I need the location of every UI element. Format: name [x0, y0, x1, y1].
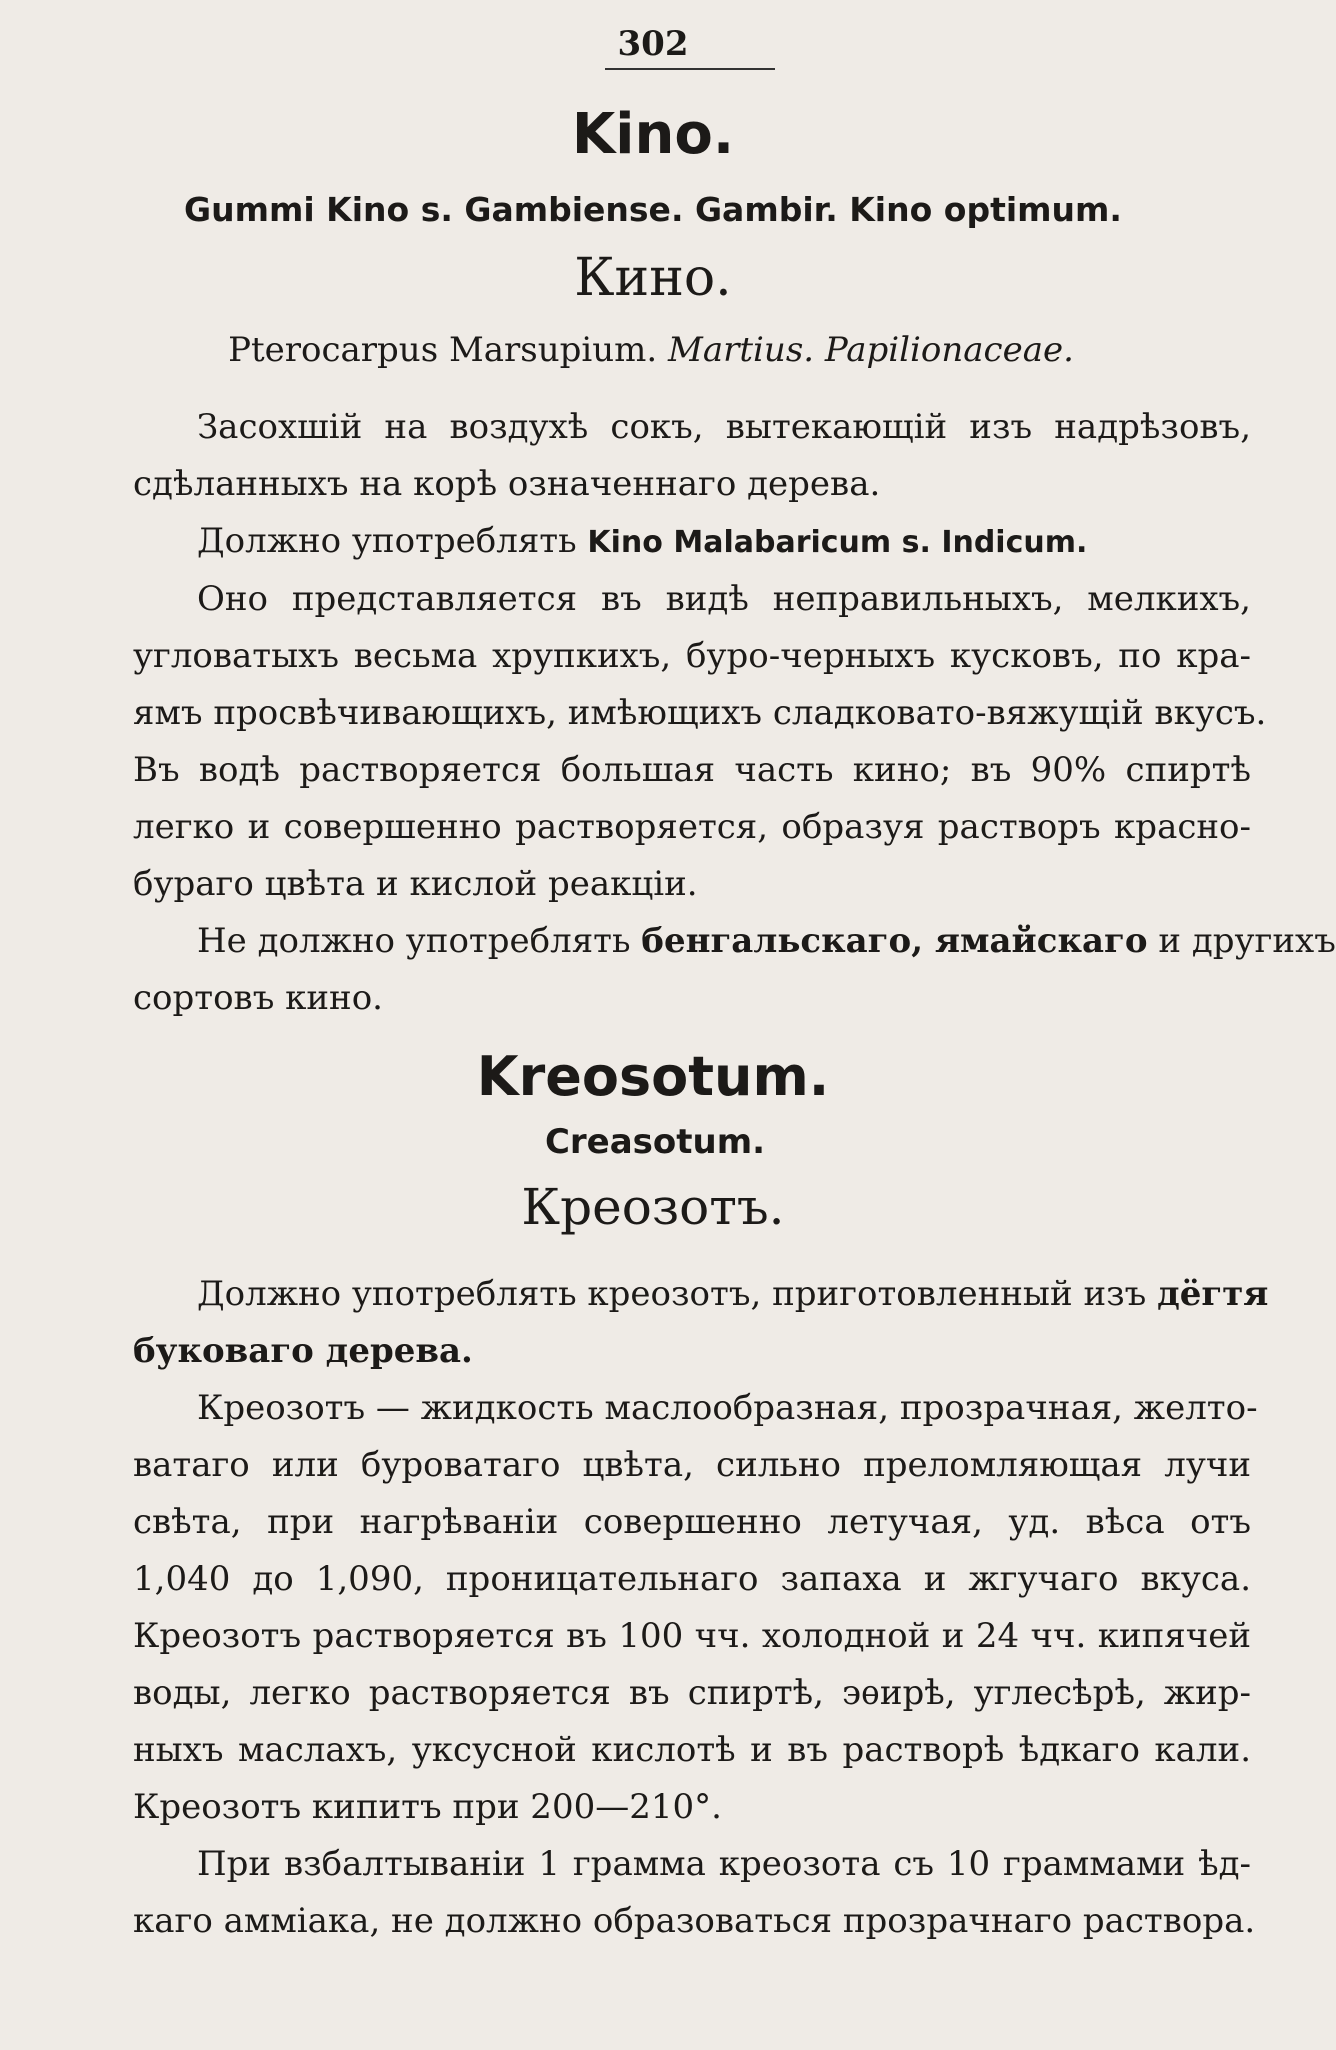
kreo-para2-line: Креозотъ — жидкость маслообразная, прозрачная, желто-: [197, 1388, 1258, 1428]
kreosotum-body-2: [133, 1380, 1258, 1836]
kino-para4: Не должно употреблять бенгальскаго, ямайскаго и другихъ: [197, 921, 1336, 961]
kino-body: [133, 399, 1336, 1027]
kreosotum-body: [133, 1266, 1269, 1380]
kino-source-plant: Pterocarpus Marsupium.: [228, 330, 658, 370]
kino-subtitle: Gummi Kino s. Gambiense. Gambir. Kino optimum.: [184, 190, 1122, 229]
kino-para2: Должно употреблять Kino Malabaricum s. Indicum.: [197, 521, 1088, 561]
kreo-para3-line: При взбалтываніи 1 грамма креозота съ 10 граммами ѣд-: [197, 1844, 1251, 1884]
kino-para1-line: сдѣланныхъ на корѣ означеннаго дерева.: [133, 464, 881, 504]
kreosotum-title: Kreosotum.: [476, 1045, 830, 1108]
kino-source-line: [18, 330, 1284, 370]
kreo-para2-line: ватаго или буроватаго цвѣта, сильно преломляющая лучи: [133, 1445, 1251, 1485]
kreosotum-russian-title: Креозотъ.: [521, 1178, 785, 1236]
kreo-para2-line: воды, легко растворяется въ спиртѣ, эѳирѣ, углесѣрѣ, жир-: [133, 1673, 1251, 1713]
kreo-para3-line: каго амміака, не должно образоваться прозрачнаго раствора.: [133, 1901, 1256, 1941]
kino-para1-line: Засохшій на воздухѣ сокъ, вытекающій изъ надрѣзовъ,: [197, 407, 1251, 447]
kino-title: Kino.: [571, 102, 735, 167]
kreo-para2-line: 1,040 до 1,090, проницательнаго запаха и жгучаго вкуса.: [133, 1559, 1251, 1599]
header-rule: [605, 68, 775, 70]
kreosotum-subtitle: Creasotum.: [544, 1122, 766, 1162]
kino-para3-line: угловатыхъ весьма хрупкихъ, буро-черныхъ кусковъ, по кра-: [133, 636, 1251, 676]
kino-russian-title: Кино.: [574, 248, 732, 308]
kino-source-family: Papilionaceae.: [824, 330, 1074, 370]
kino-para2-bold: Kino Malabaricum s. Indicum.: [587, 525, 1088, 560]
kino-para3-line: легко и совершенно растворяется, образуя растворъ красно-: [133, 807, 1251, 847]
kreo-para2-line: Креозотъ кипитъ при 200—210°.: [133, 1787, 722, 1827]
kreo-para1-line2: буковаго дерева.: [133, 1331, 473, 1371]
kino-para4-line2: сортовъ кино.: [133, 978, 383, 1018]
kino-para3-line: Въ водѣ растворяется большая часть кино; въ 90% спиртѣ: [133, 750, 1251, 790]
kreo-para1-line1: Должно употреблять креозотъ, приготовленный изъ дёгтя: [197, 1274, 1269, 1314]
kino-para3-line: Оно представляется въ видѣ неправильныхъ, мелкихъ,: [197, 579, 1251, 619]
kreo-para2-line: свѣта, при нагрѣваніи совершенно летучая, уд. вѣса отъ: [133, 1502, 1251, 1542]
kino-source-author: Martius.: [668, 330, 815, 370]
kino-para4-bold: бенгальскаго, ямайскаго: [641, 921, 1148, 961]
kreosotum-body-3: [133, 1836, 1256, 1950]
kreo-para2-line: Креозотъ растворяется въ 100 чч. холодной и 24 чч. кипячей: [133, 1616, 1251, 1656]
kreo-para2-line: ныхъ маслахъ, уксусной кислотѣ и въ растворѣ ѣдкаго кали.: [133, 1730, 1251, 1770]
page-number: 302: [617, 24, 689, 64]
kino-para3-line: бураго цвѣта и кислой реакціи.: [133, 864, 698, 904]
kino-para3-line: ямъ просвѣчивающихъ, имѣющихъ сладковато-вяжущій вкусъ.: [133, 693, 1267, 733]
